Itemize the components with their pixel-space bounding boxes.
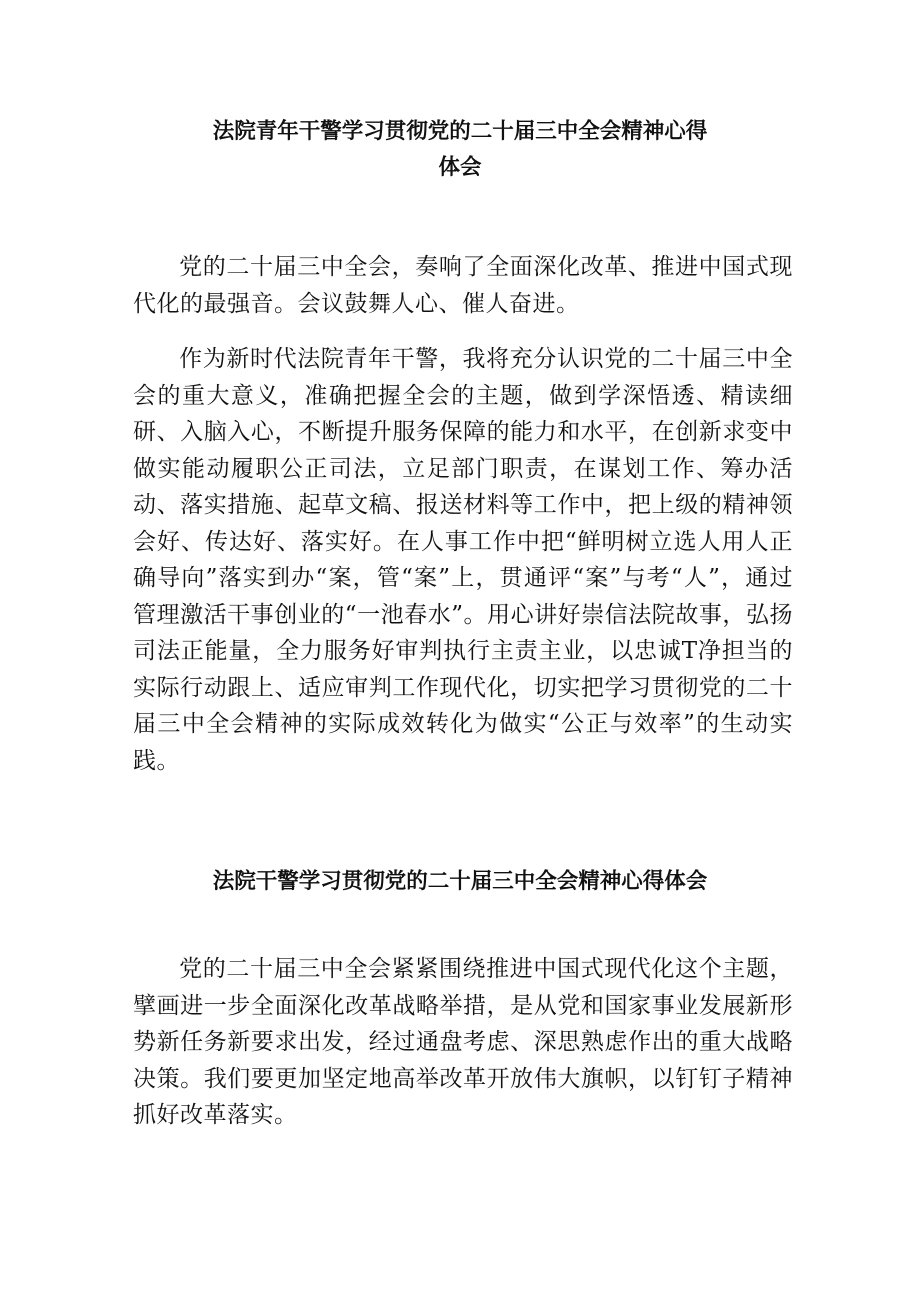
paragraph: [133, 249, 793, 322]
paragraph-text: 作为新时代法院青年干警，我将充分认识党的二十届三中全会的重大意义，准确把握全会的主题，做到学深悟透、精读细研、入脑入心，不断提升服务保障的能力和水平，在创新求变中做实能动履职公正司法，立足部门职责，在谋划工作、筹办活动、落实措施、起草文稿、报送材料等工作中，把上级的精神领会好、传达好、落实好。在人事工作中把“鲜明树立选人用人正确导向”落实到办“案，管“案”上，贯通评“案”与考“人”，通过管理激活干事创业的“一池春水”。用心讲好崇信法院故事，弘扬司法正能量，全力服务好审判执行主责主业，以忠诚T净担当的实际行动跟上、适应审判工作现代化，切实把学习贯彻党的二十届三中全会精神的实际成效转化为做实“公正与效率”的生动实践。: [133, 346, 793, 774]
paragraph-text: 党的二十届三中全会紧紧围绕推进中国式现代化这个主题，擘画进一步全面深化改革战略举措，是从党和国家事业发展新形势新任务新要求出发，经过通盘考虑、深思熟虑作出的重大战略决策。我们要更加坚定地高举改革开放伟大旗帜，以钉钉子精神抓好改革落实。: [133, 956, 793, 1128]
title-line: 法院干警学习贯彻党的二十届三中全会精神心得体会: [212, 869, 708, 894]
paragraph-text: 党的二十届三中全会，奏响了全面深化改革、推进中国式现代化的最强音。会议鼓舞人心、催人奋进。: [133, 254, 793, 317]
title-line: 法院青年干警学习贯彻党的二十届三中全会精神心得: [212, 119, 708, 144]
section-title: [180, 864, 740, 900]
paragraph: [133, 341, 793, 779]
section-title: [180, 114, 740, 186]
title-line: 体会: [438, 155, 482, 180]
paragraph: [133, 951, 793, 1134]
